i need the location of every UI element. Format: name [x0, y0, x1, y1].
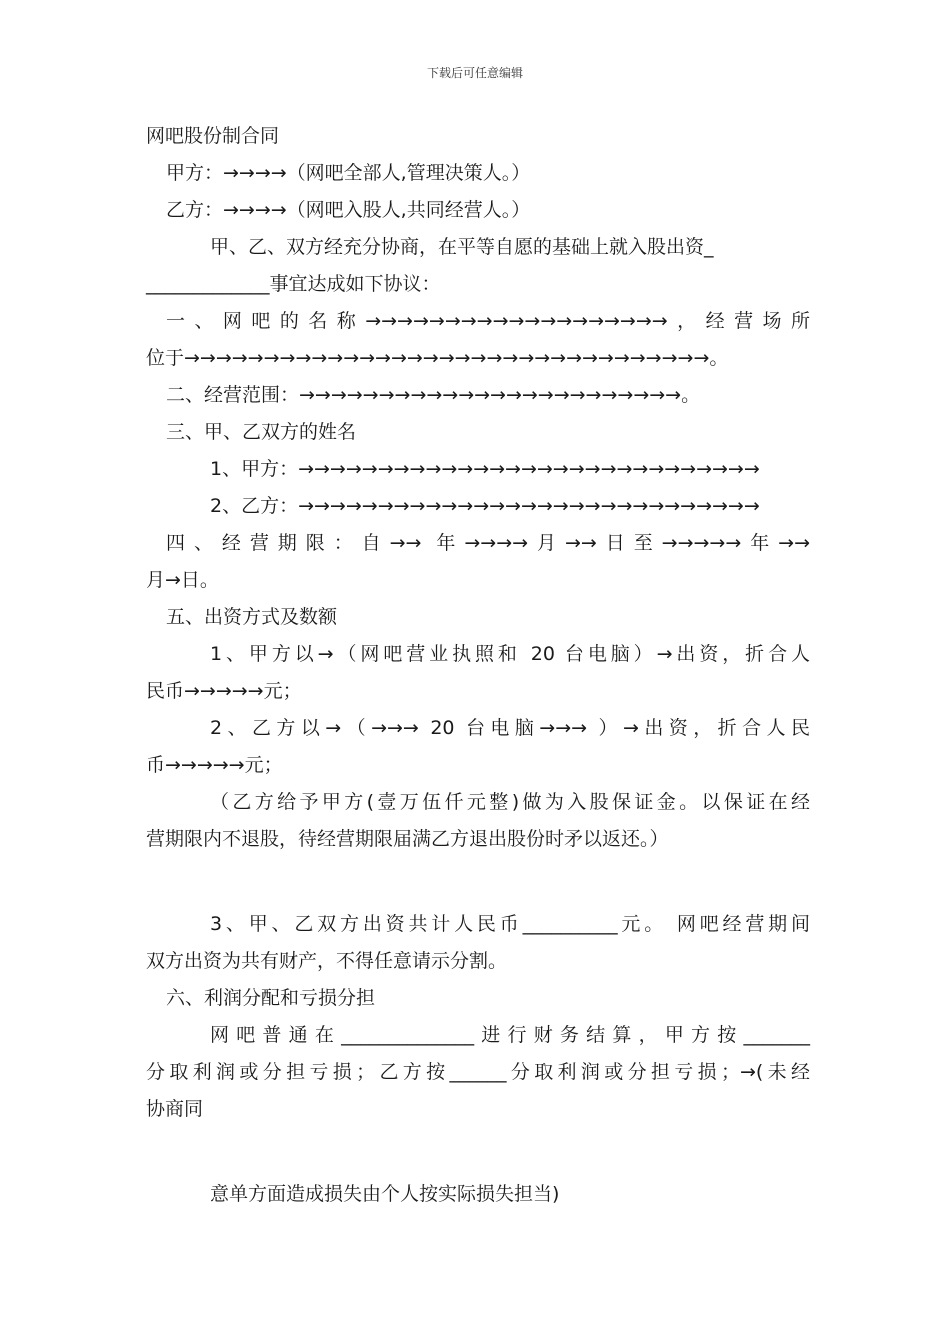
- clause-1-line-2: 位于→→→→→→→→→→→→→→→→→→→→→→→→→→→→→→→→→。: [146, 347, 729, 369]
- clause-2-line: 二、经营范围：→→→→→→→→→→→→→→→→→→→→→→→→。: [166, 384, 701, 406]
- deposit-note-line-1: （乙方给予甲方(壹万伍仟元整)做为入股保证金。以保证在经: [210, 791, 810, 813]
- clause-3-party-a: 1、甲方：→→→→→→→→→→→→→→→→→→→→→→→→→→→→→: [210, 458, 760, 480]
- clause-5-1-line-1: 1、甲方以→（网吧营业执照和 20 台电脑）→出资，折合人: [210, 643, 810, 665]
- page-header: 下载后可任意编辑: [426, 66, 523, 80]
- clause-5-heading: 五、出资方式及数额: [166, 606, 338, 628]
- clause-6-line-3: 协商同: [146, 1098, 204, 1120]
- clause-4-line-2: 月→日。: [146, 569, 219, 591]
- preamble-line-1: 甲、乙、双方经充分协商，在平等自愿的基础上就入股出资_: [210, 236, 714, 258]
- clause-5-1-line-2: 民币→→→→→元；: [146, 680, 302, 702]
- clause-5-3-line-2: 双方出资为共有财产，不得任意请示分割。: [146, 950, 508, 972]
- clause-3-heading: 三、甲、乙双方的姓名: [166, 421, 357, 443]
- clause-5-2-line-2: 币→→→→→元；: [146, 754, 283, 776]
- contract-title: 网吧股份制合同: [146, 125, 280, 147]
- clause-1-line-1: 一、网吧的名称→→→→→→→→→→→→→→→→→→→，经营场所: [166, 310, 810, 332]
- preamble-line-2: _____________事宜达成如下协议：: [146, 273, 441, 295]
- clause-5-3-line-1: 3、甲、乙双方出资共计人民币__________元。 网吧经营期间: [210, 913, 810, 935]
- deposit-note-line-2: 营期限内不退股，待经营期限届满乙方退出股份时矛以返还。）: [146, 828, 669, 850]
- clause-6-heading: 六、利润分配和亏损分担: [166, 987, 376, 1009]
- blank-gap-2: [146, 1128, 810, 1176]
- party-b-line: 乙方：→→→→（网吧入股人,共同经营人。）: [166, 199, 531, 221]
- party-a-line: 甲方：→→→→（网吧全部人,管理决策人。）: [166, 162, 531, 184]
- clause-3-party-b: 2、乙方：→→→→→→→→→→→→→→→→→→→→→→→→→→→→→: [210, 495, 760, 517]
- clause-4-line-1: 四、经营期限：自→→ 年→→→→月→→日至→→→→→年→→: [166, 532, 810, 554]
- clause-6-line-1: 网吧普通在______________进行财务结算，甲方按_______: [210, 1024, 810, 1046]
- blank-gap: [146, 858, 810, 906]
- contract-document: [146, 118, 810, 1213]
- clause-6-line-4: 意单方面造成损失由个人按实际损失担当): [210, 1183, 560, 1205]
- clause-5-2-line-1: 2、乙方以→（→→→ 20 台电脑→→→ ）→出资，折合人民: [210, 717, 810, 739]
- clause-6-line-2: 分取利润或分担亏损；乙方按______分取利润或分担亏损；→(未经: [146, 1061, 810, 1083]
